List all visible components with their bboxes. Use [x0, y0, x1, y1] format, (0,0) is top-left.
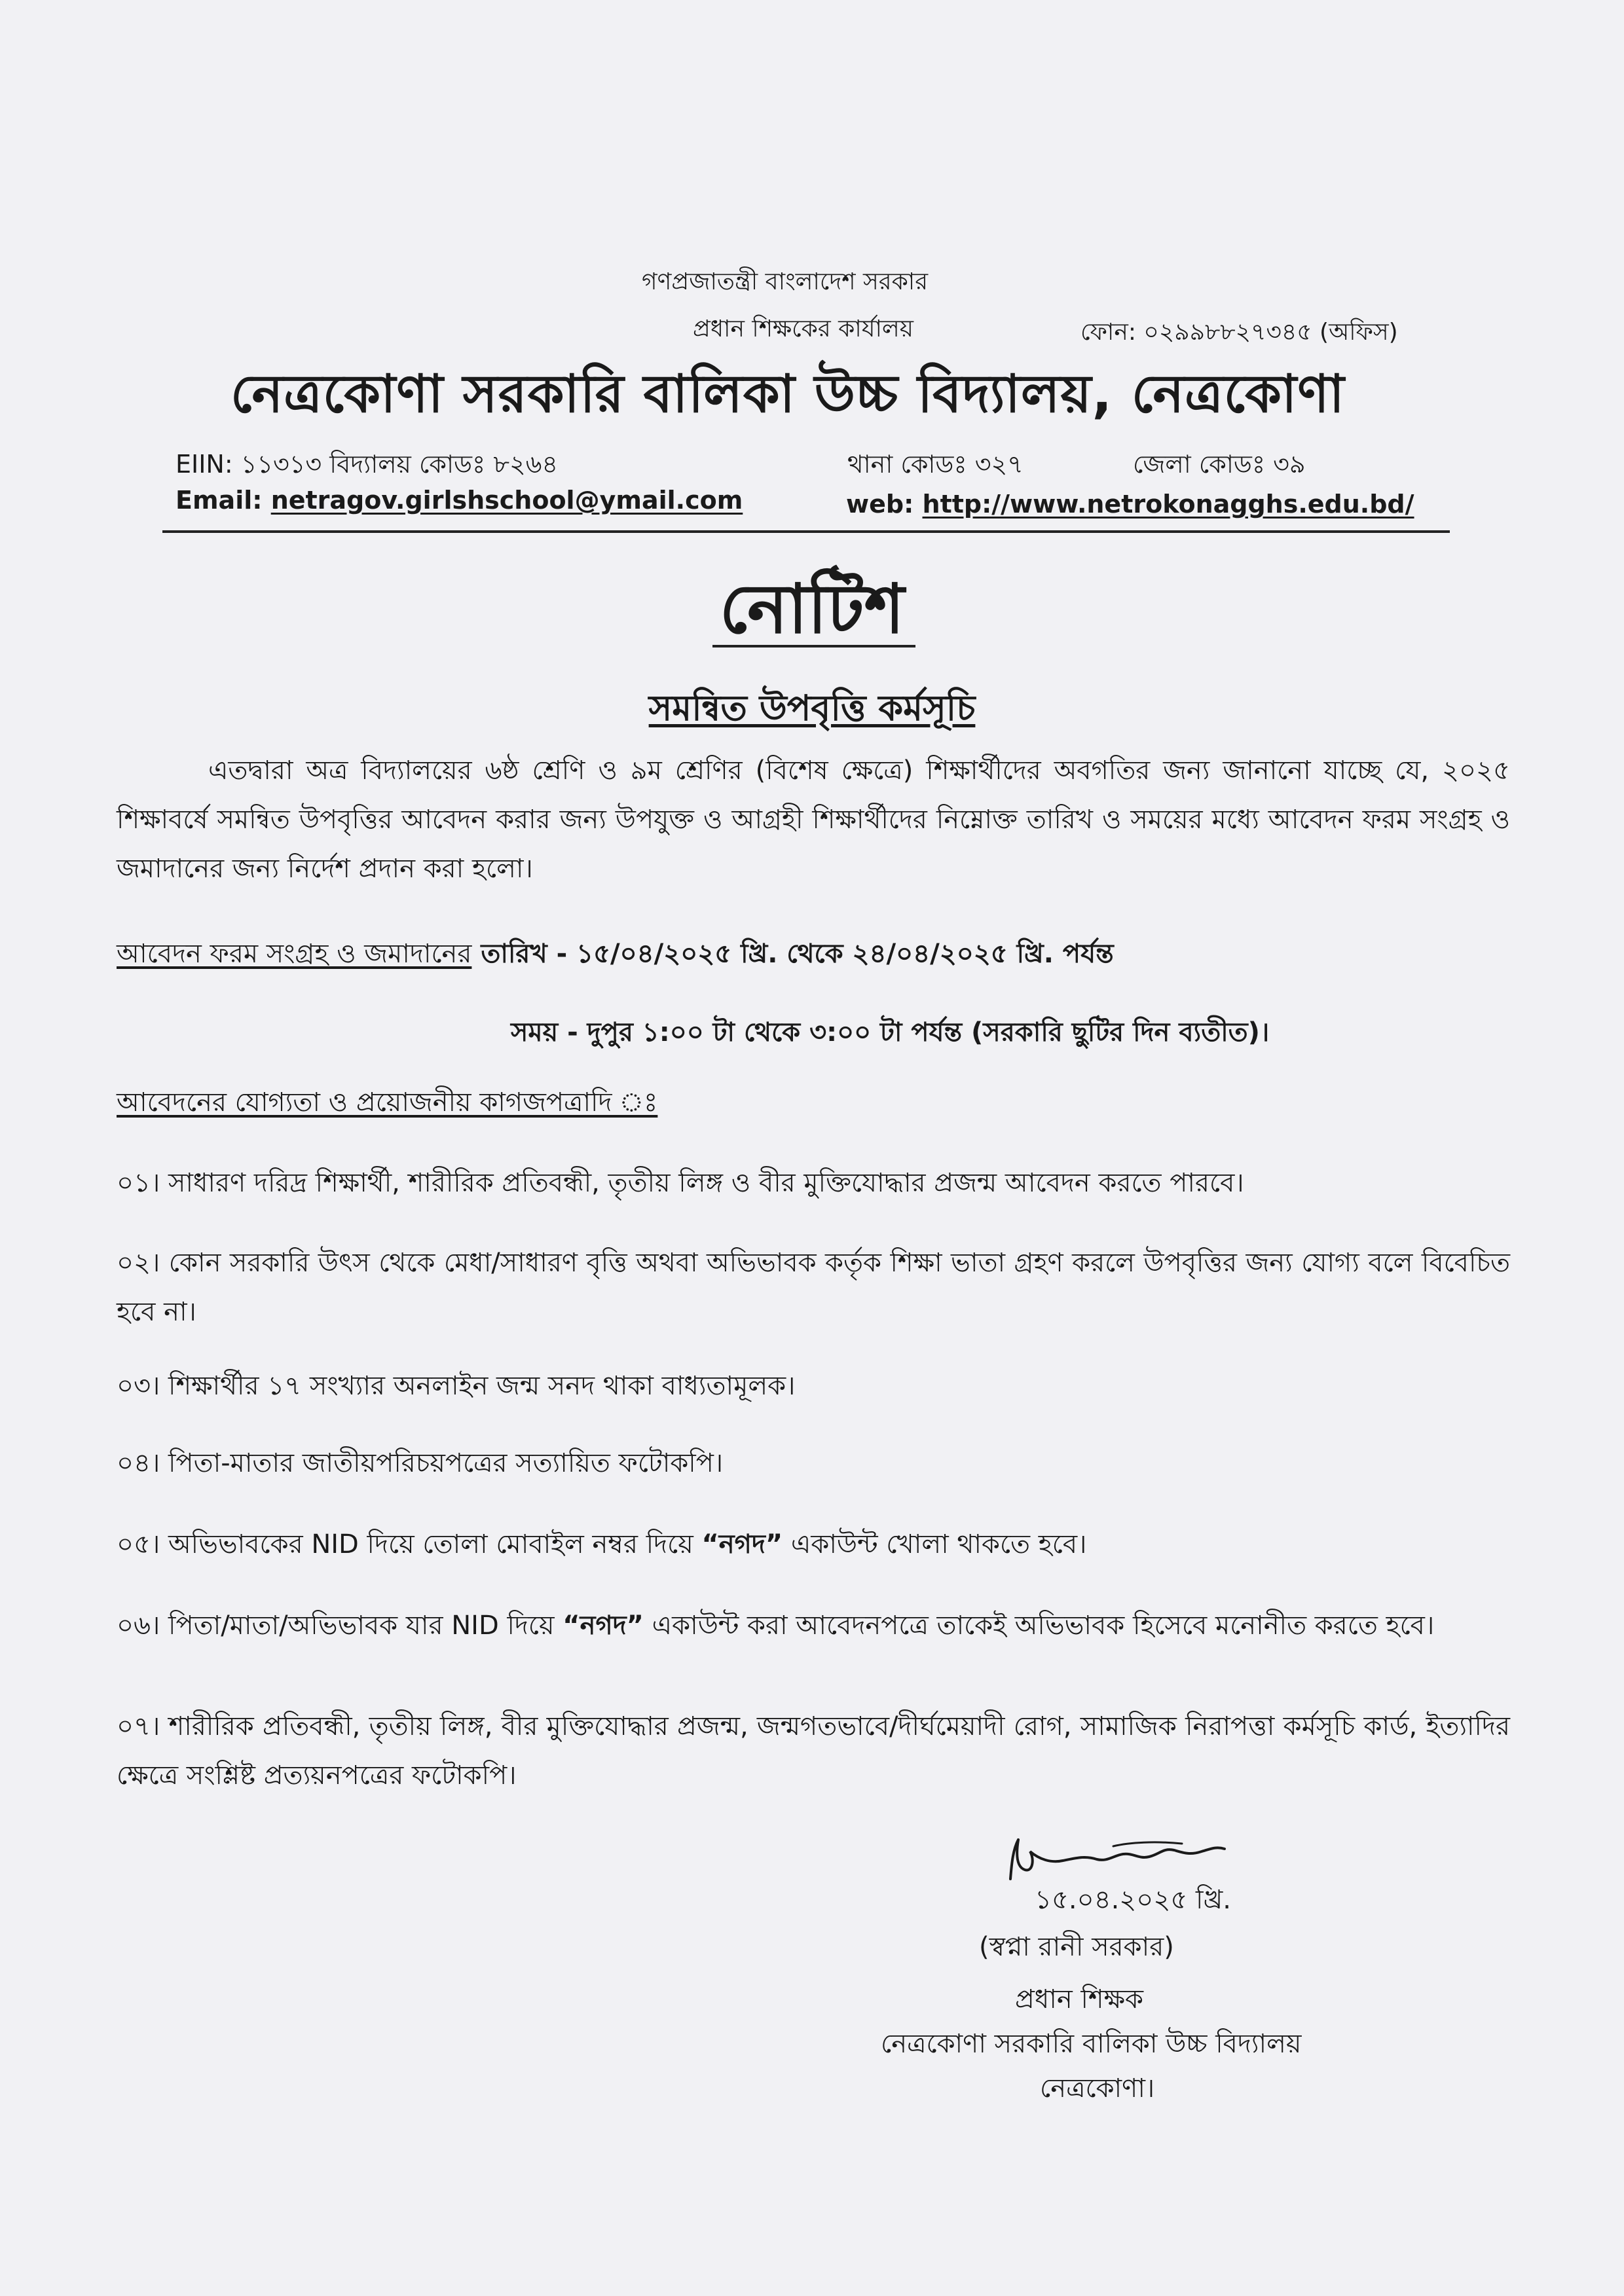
- list-item: ০১। সাধারণ দরিদ্র শিক্ষার্থী, শারীরিক প্রতিবন্ধী, তৃতীয় লিঙ্গ ও বীর মুক্তিযোদ্ধার প্রজন্ম আবেদন করতে পারবে।: [117, 1168, 1244, 1198]
- signatory-place: নেত্রকোণা।: [1040, 2073, 1155, 2104]
- web-row: [846, 490, 1414, 519]
- list-item: ০২। কোন সরকারি উৎস থেকে মেধা/সাধারণ বৃত্তি অথবা অভিভাবক কর্তৃক শিক্ষা ভাতা গ্রহণ করলে উপবৃত্তির জন্য যোগ্য বলে বিবেচিত হবে না।: [117, 1248, 1510, 1327]
- item-text-bold: “নগদ”: [563, 1611, 644, 1641]
- eligibility-heading: আবেদনের যোগ্যতা ও প্রয়োজনীয় কাগজপত্রাদি ঃ: [117, 1087, 658, 1118]
- web-link[interactable]: http://www.netrokonagghs.edu.bd/: [922, 490, 1414, 519]
- phone-line: ফোন: ০২৯৯৮৮২৭৩৪৫ (অফিস): [1080, 319, 1398, 346]
- date-line: [117, 933, 1114, 977]
- signatory-designation: প্রধান শিক্ষক: [1015, 1984, 1143, 2014]
- list-item: ০৪। পিতা-মাতার জাতীয়পরিচয়পত্রের সত্যায়িত ফটোকপি।: [117, 1448, 724, 1478]
- web-label: web:: [846, 490, 914, 519]
- list-item: ০৭। শারীরিক প্রতিবন্ধী, তৃতীয় লিঙ্গ, বীর মুক্তিযোদ্ধার প্রজন্ম, জন্মগতভাবে/দীর্ঘমেয়াদী রোগ, সামাজিক নিরাপত্তা কর্মসূচি কার্ড, ইত্যাদির ক্ষেত্রে সংশ্লিষ্ট প্রত্যয়নপত্রের ফটোকপি।: [117, 1711, 1510, 1791]
- signatory-name: (স্বপ্না রানী সরকার): [979, 1932, 1174, 1962]
- item-text-pre: ০৬। পিতা/মাতা/অভিভাবক যার NID দিয়ে: [117, 1611, 563, 1641]
- date-label: আবেদন ফরম সংগ্রহ ও জমাদানের: [117, 939, 472, 969]
- item-text-post: একাউন্ট খোলা থাকতে হবে।: [783, 1529, 1087, 1559]
- signatory-school: নেত্রকোণা সরকারি বালিকা উচ্চ বিদ্যালয়: [881, 2029, 1302, 2059]
- list-item: [117, 1601, 1510, 1650]
- email-label: Email:: [175, 486, 263, 515]
- signature-date: ১৫.০৪.২০২৫ খ্রি.: [1035, 1885, 1231, 1915]
- school-name: নেত্রকোণা সরকারি বালিকা উচ্চ বিদ্যালয়, নেত্রকোণা: [231, 363, 1345, 424]
- list-item: ০৩। শিক্ষার্থীর ১৭ সংখ্যার অনলাইন জন্ম সনদ থাকা বাধ্যতামূলক।: [117, 1371, 796, 1401]
- list-item: [117, 1520, 1510, 1569]
- govt-line: গণপ্রজাতন্ত্রী বাংলাদেশ সরকার: [642, 268, 929, 295]
- intro-text: এতদ্বারা অত্র বিদ্যালয়ের ৬ষ্ঠ শ্রেণি ও ৯ম শ্রেণির (বিশেষ ক্ষেত্রে) শিক্ষার্থীদের অবগতির জন্য জানানো যাচ্ছে যে, ২০২৫ শিক্ষাবর্ষে সমন্বিত উপবৃত্তির আবেদন করার জন্য উপযুক্ত ও আগ্রহী শিক্ষার্থীদের নিম্নোক্ত তারিখ ও সময়ের মধ্যে আবেদন ফরম সংগ্রহ ও জমাদানের জন্য নির্দেশ প্রদান করা হলো।: [117, 756, 1510, 884]
- header-divider: [162, 530, 1450, 533]
- eiin-info: EIIN: ১১৩১৩ বিদ্যালয় কোডঃ ৮২৬৪: [175, 450, 559, 479]
- email-link[interactable]: netragov.girlshschool@ymail.com: [270, 486, 743, 515]
- notice-subtitle: সমন্বিত উপবৃত্তি কর্মসূচি: [648, 687, 976, 729]
- date-value: তারিখ - ১৫/০৪/২০২৫ খ্রি. থেকে ২৪/০৪/২০২৫ খ্রি. পর্যন্ত: [471, 939, 1114, 969]
- notice-title-underline: [712, 645, 915, 647]
- district-code: জেলা কোডঃ ৩৯: [1133, 450, 1306, 479]
- intro-paragraph: [117, 746, 1510, 894]
- item-text-bold: “নগদ”: [701, 1529, 783, 1559]
- time-line: সময় - দুপুর ১:০০ টা থেকে ৩:০০ টা পর্যন্ত (সরকারি ছুটির দিন ব্যতীত)।: [511, 1017, 1270, 1048]
- office-line: প্রধান শিক্ষকের কার্যালয়: [693, 316, 913, 342]
- notice-title: নোটিশ: [719, 569, 905, 649]
- item-text-post: একাউন্ট করা আবেদনপত্রে তাকেই অভিভাবক হিসেবে মনোনীত করতে হবে।: [643, 1611, 1435, 1641]
- item-text-pre: ০৫। অভিভাবকের NID দিয়ে তোলা মোবাইল নম্বর দিয়ে: [117, 1529, 702, 1559]
- thana-code: থানা কোডঃ ৩২৭: [847, 450, 1024, 479]
- email-row: [175, 486, 743, 515]
